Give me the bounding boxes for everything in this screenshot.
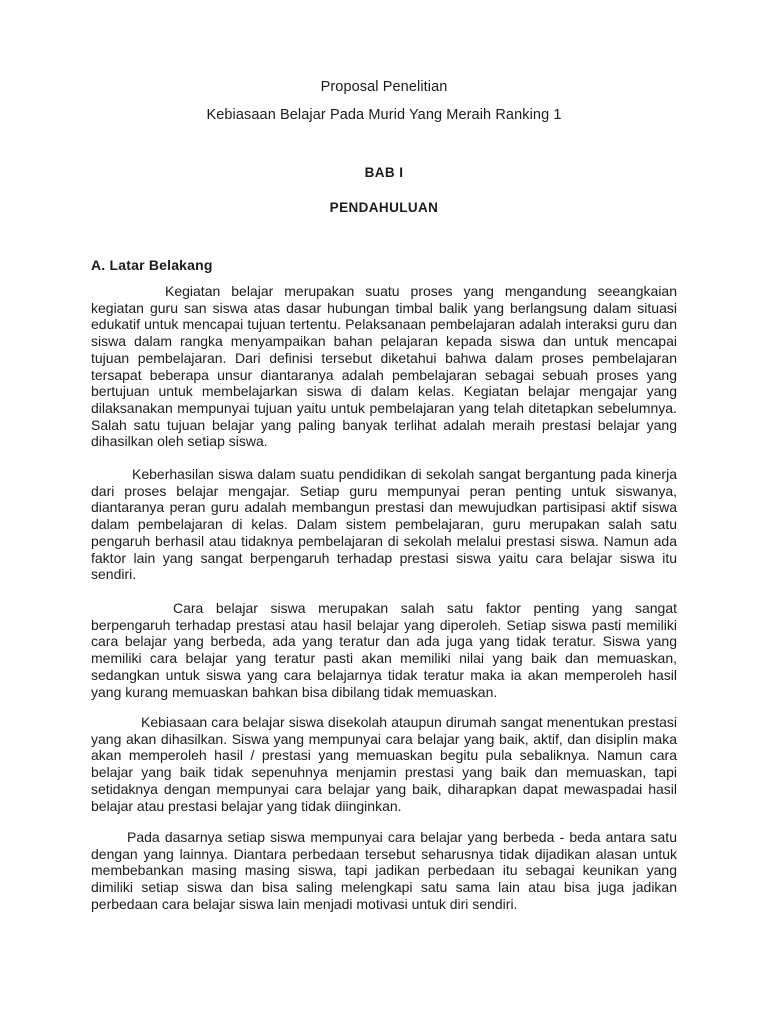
paragraph-5: Pada dasarnya setiap siswa mempunyai cara belajar yang berbeda - beda antara satu dengan yang lainnya. Diantara perbedaan tersebut seharusnya tidak dijadikan alasan untuk membebankan masing masing siswa, tapi jadikan perbedaan itu sebagai keunikan yang dimiliki setiap siswa dan bisa saling melengkapi satu sama lain atau bisa juga jadikan perbedaan cara belajar siswa lain menjadi motivasi untuk diri sendiri. [91, 829, 677, 912]
chapter-number: BAB I [364, 165, 404, 180]
section-heading: A. Latar Belakang [91, 257, 213, 273]
paragraph-4: Kebiasaan cara belajar siswa disekolah ataupun dirumah sangat menentukan prestasi yang akan dihasilkan. Siswa yang mempunyai cara belajar yang baik, aktif, dan disiplin maka akan memperoleh hasil / prestasi yang memuaskan begitu pula sebaliknya. Namun cara belajar yang baik tidak sepenuhnya menjamin prestasi yang baik dan memuaskan, tapi setidaknya dengan mempunyai cara belajar yang baik, diharapkan dapat mewaspadai hasil belajar atau prestasi belajar yang tidak diinginkan. [91, 714, 677, 814]
paragraph-2: Keberhasilan siswa dalam suatu pendidikan di sekolah sangat bergantung pada kinerja dari proses belajar mengajar. Setiap guru mempunyai peran penting untuk siswanya, diantaranya peran guru adalah membangun prestasi dan mewujudkan partisipasi aktif siswa dalam pembelajaran di kelas. Dalam sistem pembelajaran, guru merupakan salah satu pengaruh berhasil atau tidaknya pembelajaran di sekolah melalui prestasi siswa. Namun ada faktor lain yang sangat berpengaruh terhadap prestasi siswa yaitu cara belajar siswa itu sendiri. [91, 466, 677, 583]
chapter-title: PENDAHULUAN [329, 200, 439, 215]
paragraph-1: Kegiatan belajar merupakan suatu proses yang mengandung seeangkaian kegiatan guru san siswa atas dasar hubungan timbal balik yang berlangsung dalam situasi edukatif untuk mencapai tujuan tertentu. Pelaksanaan pembelajaran adalah interaksi guru dan siswa dalam rangka menyampaikan bahan pelajaran kepada siswa dan untuk mencapai tujuan pembelajaran. Dari definisi tersebut diketahui bahwa dalam proses pembelajaran tersapat beberapa unsur diantaranya adalah pembelajaran sebagai sebuah proses yang bertujuan untuk membelajarkan siswa di dalam kelas. Kegiatan belajar mengajar yang dilaksanakan mempunyai tujuan yaitu untuk pembelajaran yang telah ditetapkan sebelumnya. Salah satu tujuan belajar yang paling banyak terlihat adalah meraih prestasi belajar yang dihasilkan oleh setiap siswa. [91, 283, 677, 450]
document-subtitle: Kebiasaan Belajar Pada Murid Yang Meraih Ranking 1 [206, 107, 562, 123]
paragraph-3: Cara belajar siswa merupakan salah satu faktor penting yang sangat berpengaruh terhadap prestasi atau hasil belajar yang diperoleh. Setiap siswa pasti memiliki cara belajar yang berbeda, ada yang teratur dan ada juga yang tidak teratur. Siswa yang memiliki cara belajar yang teratur pasti akan memiliki nilai yang baik dan memuaskan, sedangkan untuk siswa yang cara belajarnya tidak teratur maka ia akan memperoleh hasil yang kurang memuaskan bahkan bisa dibilang tidak memuaskan. [91, 600, 677, 700]
document-title: Proposal Penelitian [320, 79, 448, 95]
